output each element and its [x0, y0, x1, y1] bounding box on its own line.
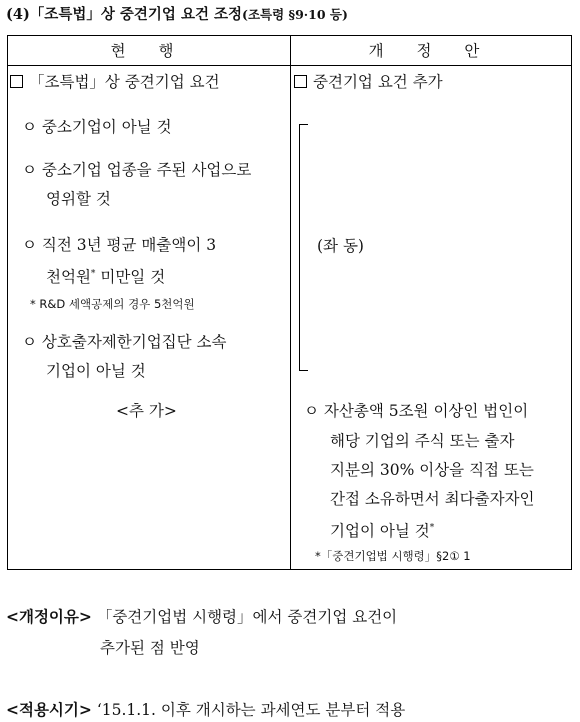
current-item-1: ㅇ 중소기업이 아닐 것 [22, 118, 172, 136]
reason-line-2: 추가된 점 반영 [100, 639, 200, 657]
reason-label: <개정이유> [6, 607, 92, 626]
section-heading [6, 3, 348, 24]
current-item-4-line-1: ㅇ 상호출자제한기업집단 소속 [22, 333, 227, 351]
revised-same: (좌 동) [317, 237, 364, 255]
bracket-top [299, 124, 308, 125]
reason-line-1 [6, 605, 397, 627]
revised-new-line-2: 해당 기업의 주식 또는 출자 [330, 432, 515, 450]
section-heading-main: (4)「조특법」상 중견기업 요건 조정 [6, 6, 243, 23]
revised-new-line-1: ㅇ 자산총액 5조원 이상인 법인이 [304, 402, 529, 420]
current-item-3-line-2: 천억원* 미만일 것 [46, 268, 166, 287]
section-heading-ref: (조특령 §9·10 등) [242, 7, 348, 22]
revised-new-line-5: 기업이 아닐 것* [330, 522, 435, 541]
current-item-3-line-1: ㅇ 직전 3년 평균 매출액이 3 [22, 236, 217, 254]
bracket-line [299, 124, 300, 370]
footnote-mark: * [90, 269, 96, 279]
revised-new-note: *「중견기업법 시행령」§2① 1 [315, 549, 471, 563]
reason-text-1: 「중견기업법 시행령」에서 중견기업 요건이 [96, 608, 398, 626]
header-revised: 개 정 안 [368, 42, 494, 60]
column-divider [290, 36, 291, 569]
header-divider [8, 65, 571, 66]
footnote-mark: * [429, 523, 435, 533]
current-item-2-line-2: 영위할 것 [46, 190, 111, 208]
current-title: 「조특법」상 중견기업 요건 [10, 68, 220, 97]
current-item-3-note: * R&D 세액공제의 경우 5천억원 [30, 297, 195, 311]
apply-label: <적용시기> [6, 700, 92, 719]
checkbox-square-icon [294, 75, 307, 88]
current-added: <추 가> [116, 402, 177, 420]
revised-new-line-3: 지분의 30% 이상을 직접 또는 [330, 461, 534, 479]
current-item-4-line-2: 기업이 아닐 것 [46, 362, 146, 380]
header-current: 현 행 [110, 42, 188, 60]
apply-text: ‘15.1.1. 이후 개시하는 과세연도 분부터 적용 [96, 701, 406, 719]
current-item-2-line-1: ㅇ 중소기업 업종을 주된 사업으로 [22, 161, 252, 179]
apply-line [6, 698, 405, 720]
checkbox-square-icon [10, 75, 23, 88]
revised-new-line-4: 간접 소유하면서 최다출자자인 [330, 490, 535, 508]
comparison-table [7, 35, 572, 570]
bracket-bottom [299, 370, 308, 371]
revised-title: 중견기업 요건 추가 [294, 68, 443, 97]
